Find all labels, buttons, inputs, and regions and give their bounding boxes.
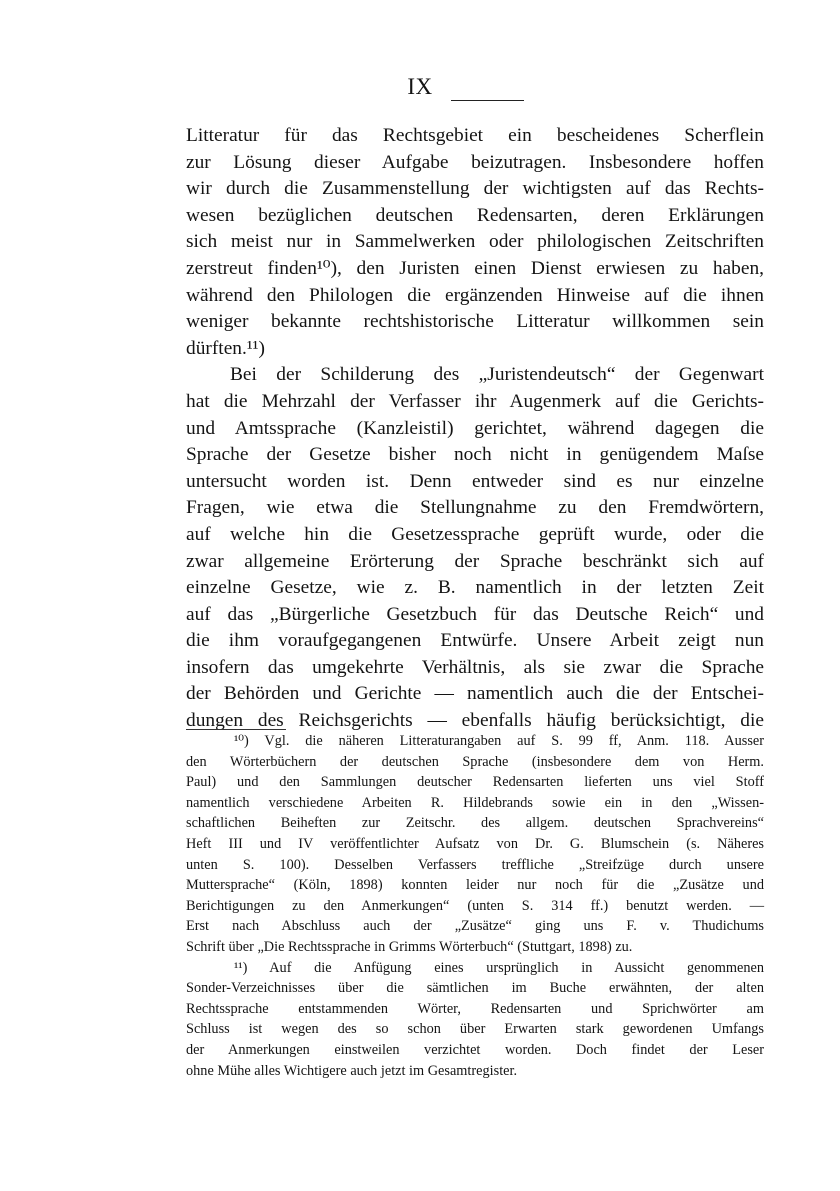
header-rule <box>451 100 524 101</box>
text-line: insofern das umgekehrte Verhältnis, als sie zwar die Sprache <box>186 656 764 678</box>
text-line: dungen des Reichsgerichts — ebenfalls häufig berücksichtigt, die <box>186 710 764 732</box>
text-line: einzelne Gesetze, wie z. B. namentlich in der letzten Zeit <box>186 577 764 599</box>
text-line: und Amtssprache (Kanzleistil) gerichtet, während dagegen die <box>186 417 764 439</box>
text-line: Sprache der Gesetze bisher noch nicht in genügendem Maſse <box>186 444 764 466</box>
text-line: der Behörden und Gerichte — namentlich auch die der Entschei- <box>186 683 764 705</box>
footnote-line: ohne Mühe alles Wichtigere auch jetzt im Gesamtregister. <box>186 1062 518 1079</box>
text-line: die ihm voraufgegangenen Entwürfe. Unsere Arbeit zeigt nun <box>186 630 764 652</box>
footnotes <box>186 731 764 1081</box>
text-line: dürften.¹¹) <box>186 337 265 359</box>
footnote-line: den Wörterbüchern der deutschen Sprache (insbesondere dem von Herm. <box>186 753 764 770</box>
text-line: auf welche hin die Gesetzessprache geprüft wurde, oder die <box>186 523 764 545</box>
page-number: IX <box>407 74 433 99</box>
text-line: Bei der Schilderung des „Juristendeutsch“ der Gegenwart <box>230 364 764 386</box>
text-line: wesen bezüglichen deutschen Redensarten, deren Erklärungen <box>186 204 764 226</box>
footnote-line: unten S. 100). Desselben Verfassers treffliche „Streifzüge durch unsere <box>186 856 764 873</box>
text-line: Fragen, wie etwa die Stellungnahme zu den Fremdwörtern, <box>186 497 764 519</box>
footnote-line: Schluss ist wegen des so schon über Erwarten stark gewordenen Umfangs <box>186 1021 764 1038</box>
text-line: zwar allgemeine Erörterung der Sprache beschränkt sich auf <box>186 550 764 572</box>
footnote-line: Berichtigungen zu den Anmerkungen“ (unten S. 314 ff.) benutzt werden. — <box>186 897 764 914</box>
text-line: auf das „Bürgerliche Gesetzbuch für das Deutsche Reich“ und <box>186 603 764 625</box>
text-line: zur Lösung dieser Aufgabe beizutragen. Insbesondere hoffen <box>186 151 764 173</box>
footnote-line: ¹⁰) Vgl. die näheren Litteraturangaben auf S. 99 ff, Anm. 118. Ausser <box>234 733 764 749</box>
footnote-line: Heft III und IV veröffentlichter Aufsatz von Dr. G. Blumschein (s. Näheres <box>186 835 764 852</box>
text-line: während den Philologen die ergänzenden Hinweise auf die ihnen <box>186 284 764 306</box>
footnote-line: Erst nach Abschluss auch der „Zusätze“ ging uns F. v. Thudichums <box>186 918 764 935</box>
footnote-line: schaftlichen Beiheften zur Zeitschr. des allgem. deutschen Sprachvereins“ <box>186 815 764 832</box>
footnote-line: ¹¹) Auf die Anfügung eines ursprünglich in Aussicht genommenen <box>234 959 764 976</box>
main-text <box>186 123 764 735</box>
text-line: sich meist nur in Sammelwerken oder philologischen Zeitschriften <box>186 231 764 253</box>
footnote-line: Muttersprache“ (Köln, 1898) konnten leider nur noch für die „Zusätze und <box>186 877 764 894</box>
text-line: zerstreut finden¹⁰), den Juristen einen Dienst erwiesen zu haben, <box>186 257 764 279</box>
text-line: weniger bekannte rechtshistorische Litteratur willkommen sein <box>186 311 764 333</box>
text-line: Litteratur für das Rechtsgebiet ein bescheidenes Scherflein <box>186 125 764 146</box>
footnote-line: Paul) und den Sammlungen deutscher Redensarten lieferten uns viel Stoff <box>186 774 764 791</box>
text-line: hat die Mehrzahl der Verfasser ihr Augenmerk auf die Gerichts- <box>186 390 764 412</box>
footnote-line: der Anmerkungen einstweilen verzichtet worden. Doch findet der Leser <box>186 1041 764 1058</box>
footnote-line: namentlich verschiedene Arbeiten R. Hildebrands sowie ein in den „Wissen- <box>186 794 764 811</box>
footnote-rule <box>186 729 286 730</box>
text-line: untersucht worden ist. Denn entweder sind es nur einzelne <box>186 470 764 492</box>
footnote-line: Sonder-Verzeichnisses über die sämtlichen im Buche erwähnten, der alten <box>186 980 764 997</box>
text-line: wir durch die Zusammenstellung der wichtigsten auf das Rechts- <box>186 178 764 200</box>
footnote-line: Schrift über „Die Rechtssprache in Grimms Wörterbuch“ (Stuttgart, 1898) zu. <box>186 938 633 955</box>
footnote-line: Rechtssprache entstammenden Wörter, Redensarten und Sprichwörter am <box>186 1000 764 1017</box>
